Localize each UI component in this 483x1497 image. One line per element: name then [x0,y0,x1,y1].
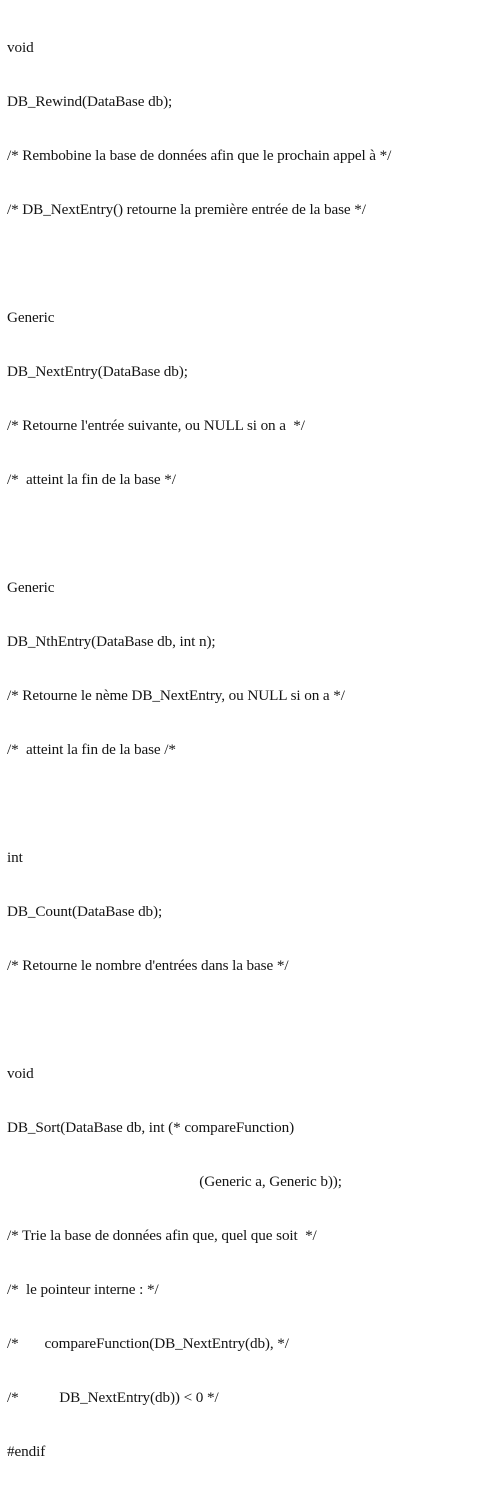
code-line: DB_Sort(DataBase db, int (* compareFunction) [7,1119,295,1136]
code-line: void [7,1065,34,1082]
code-line: /* DB_NextEntry(db)) < 0 */ [7,1389,219,1406]
code-line: DB_Count(DataBase db); [7,903,163,920]
code-line: DB_NextEntry(DataBase db); [7,363,188,380]
blank-line [7,525,391,543]
code-line: (Generic a, Generic b)); [7,1173,342,1190]
code-listing [7,3,391,1497]
code-line: /* compareFunction(DB_NextEntry(db), */ [7,1335,289,1352]
blank-line [7,1011,391,1029]
code-line: Generic [7,579,55,596]
code-line: DB_Rewind(DataBase db); [7,93,173,110]
code-line: DB_NthEntry(DataBase db, int n); [7,633,216,650]
code-line: /* DB_NextEntry() retourne la première entrée de la base */ [7,201,366,218]
code-line: /* Retourne le nème DB_NextEntry, ou NULL si on a */ [7,687,345,704]
blank-line [7,795,391,813]
code-line: /* Retourne le nombre d'entrées dans la base */ [7,957,289,974]
code-line: #endif [7,1443,46,1460]
code-line: void [7,39,34,56]
code-line: Generic [7,309,55,326]
code-line: int [7,849,23,866]
blank-line [7,255,391,273]
code-line: /* Trie la base de données afin que, quel que soit */ [7,1227,317,1244]
code-line: /* Retourne l'entrée suivante, ou NULL si on a */ [7,417,305,434]
code-line: /* Rembobine la base de données afin que le prochain appel à */ [7,147,392,164]
code-line: /* atteint la fin de la base */ [7,471,176,488]
code-line: /* le pointeur interne : */ [7,1281,159,1298]
code-line: /* atteint la fin de la base /* [7,741,176,758]
